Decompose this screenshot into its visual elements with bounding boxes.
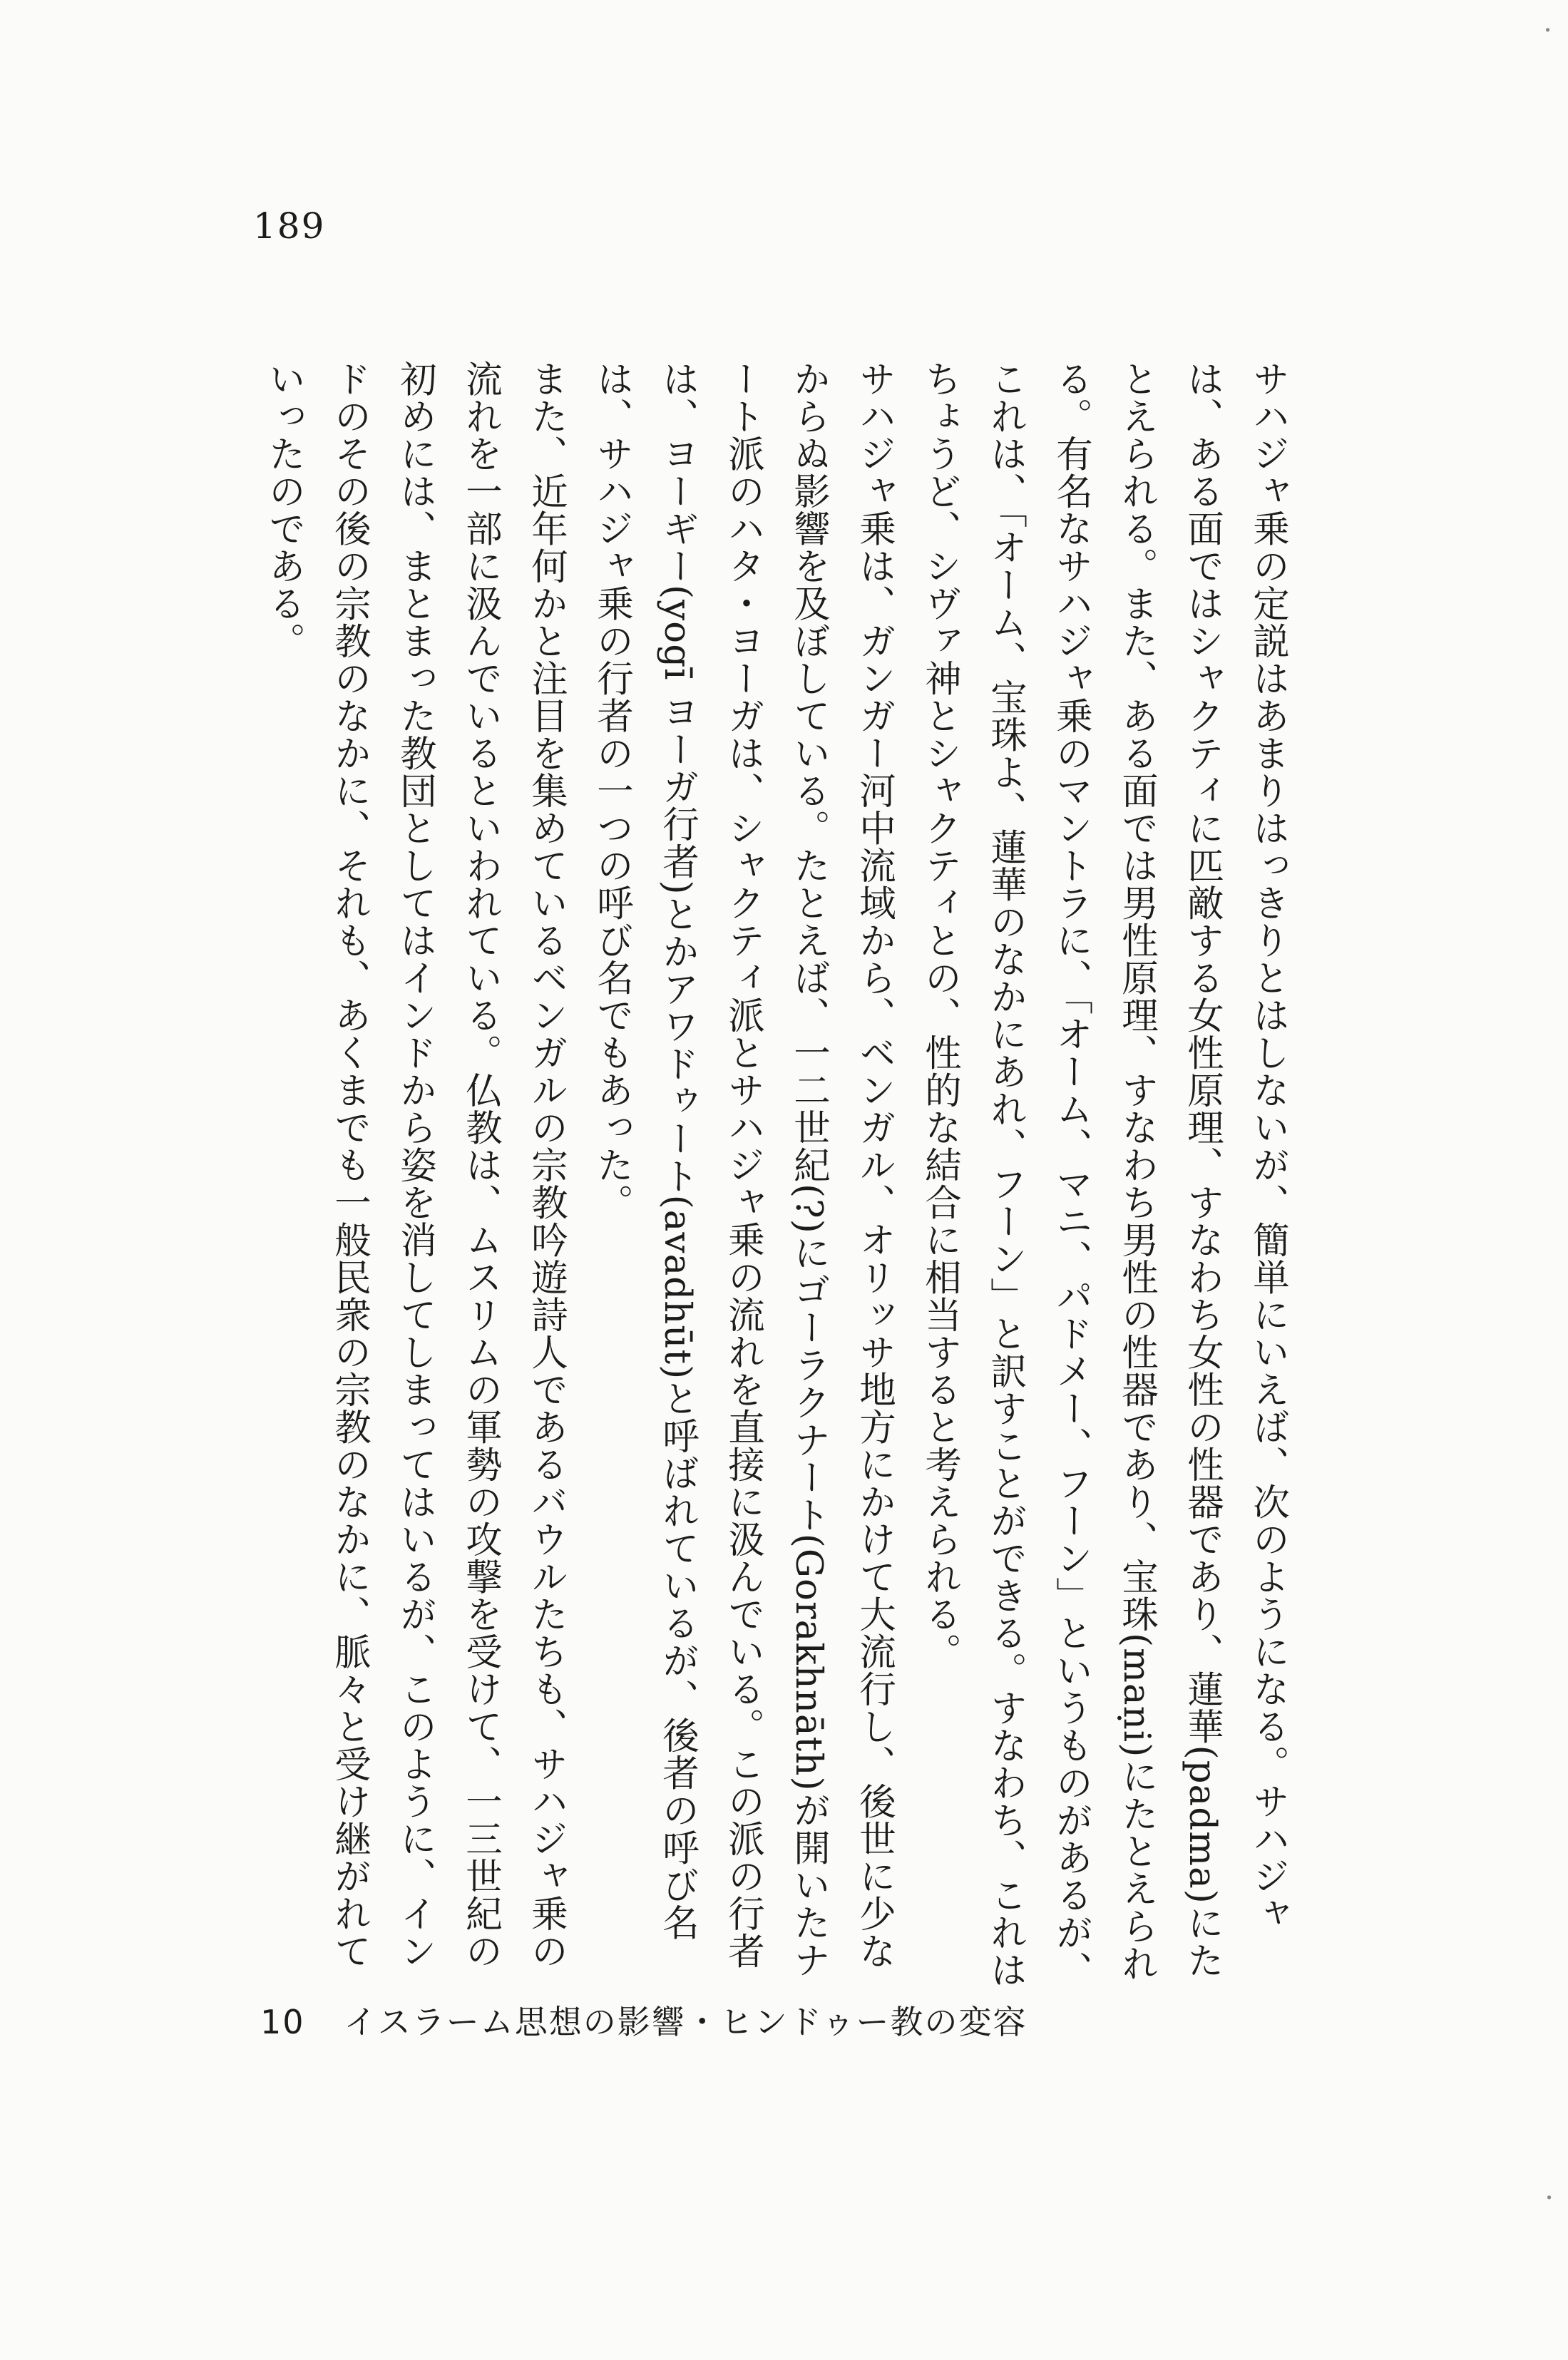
corner-mark: · [1544, 2182, 1554, 2215]
page-number: 189 [253, 205, 326, 247]
corner-mark: · [1543, 14, 1552, 47]
paragraph: また、近年何かと注目を集めているベンガルの宗教吟遊詩人であるバウルたちも、サハジャ乗の流れを一部に汲んでいるといわれている。仏教は、ムスリムの軍勢の攻撃を受けて、一三世紀の初めには、まとまった教団としてはインドから姿を消してしまってはいるが、このように、インドのその後の宗教のなかに、それも、あくまでも一般民衆の宗教のなかに、脈々と受け継がれていったのである。 [262, 360, 568, 1970]
paragraph: サハジャ乗は、ガンガー河中流域から、ベンガル、オリッサ地方にかけて大流行し、後世に少なからぬ影響を及ぼしている。たとえば、一二世紀(?)にゴーラクナート(Gorakhnāth)が開いたナート派のハタ・ヨーガは、シャクティ派とサハジャ乗の流れを直接に汲んでいる。この派の行者は、ヨーギー(yogī ヨーガ行者)とかアワドゥート(avadhūt)と呼ばれているが、後者の呼び名は、サハジャ乗の行者の一つの呼び名でもあった。 [590, 360, 896, 1979]
section-heading [0, 360, 185, 2000]
vertical-body-text [245, 360, 1301, 2000]
chapter-footer [260, 1996, 1028, 2043]
chapter-title: イスラーム思想の影響・ヒンドゥー教の変容 [344, 2003, 1028, 2041]
paragraph: サハジャ乗の定説はあまりはっきりとはしないが、簡単にいえば、次のようになる。サハジャは、ある面ではシャクティに匹敵する女性原理、すなわち女性の性器であり、蓮華(padma)にたとえられる。また、ある面では男性原理、すなわち男性の性器であり、宝珠(maṇi)にたとえられる。有名なサハジャ乗のマントラに、「オーム、マニ、パドメー、フーン」というものがあるが、これは、「オーム、宝珠よ、蓮華のなかにあれ、フーン」と訳すことができる。すなわち、これはちょうど、シヴァ神とシャクティとの、性的な結合に相当すると考えられる。 [918, 360, 1289, 1989]
chapter-number: 10 [260, 2003, 305, 2041]
